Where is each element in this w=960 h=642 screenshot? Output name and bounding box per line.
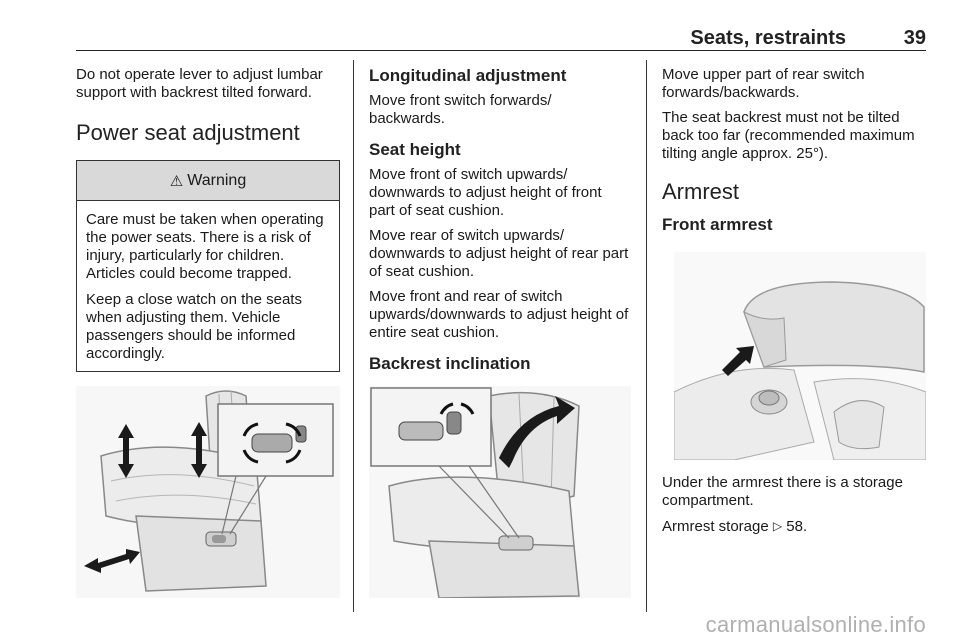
backrest-text-2: The seat backrest must not be tilted back too far (recommended maximum tilting angle approx. 25°). — [662, 109, 915, 162]
column-divider-2 — [646, 60, 647, 612]
page-number: 39 — [903, 27, 926, 49]
power-seat-illustration — [76, 386, 340, 598]
warning-text-2: Keep a close watch on the seats when adjusting them. Vehicle passengers should be informed accordingly. — [86, 291, 302, 362]
reference-page-link[interactable]: 58. — [786, 518, 808, 535]
warning-header — [77, 161, 339, 201]
front-armrest-illustration — [674, 252, 926, 460]
backrest-inclination-illustration — [369, 386, 631, 598]
backrest-heading: Backrest inclination — [369, 354, 531, 373]
page-reference-icon: ▷ — [772, 519, 783, 533]
seat-height-heading: Seat height — [369, 140, 461, 159]
longitudinal-heading: Longitudinal adjustment — [369, 66, 567, 85]
seat-height-text-2: Move rear of switch upwards/ downwards to adjust height of rear part of seat cushion. — [369, 227, 629, 280]
column-3 — [662, 66, 926, 241]
warning-text-1: Care must be taken when operating the power seats. There is a risk of injury, particularly for children. Articles could become trapped. — [86, 211, 324, 282]
page-header — [76, 0, 926, 51]
front-armrest-heading: Front armrest — [662, 215, 773, 234]
power-seat-heading: Power seat adjustment — [76, 120, 300, 145]
column-divider-1 — [353, 60, 354, 612]
warning-triangle-icon: ⚠ — [169, 172, 184, 190]
armrest-heading: Armrest — [662, 179, 739, 204]
section-title: Seats, restraints — [690, 27, 846, 49]
backrest-text-1: Move upper part of rear switch forwards/backwards. — [662, 66, 865, 101]
warning-box — [76, 160, 340, 372]
storage-reference: Armrest storage ▷ 58. — [662, 518, 808, 535]
column-3-lower — [662, 474, 926, 543]
watermark: carmanualsonline.info — [705, 612, 926, 637]
storage-text: Under the armrest there is a storage compartment. — [662, 474, 903, 509]
seat-height-text-1: Move front of switch upwards/ downwards to adjust height of front part of seat cushion. — [369, 166, 602, 219]
warning-body — [77, 201, 339, 371]
column-1 — [76, 66, 340, 372]
lumbar-note: Do not operate lever to adjust lumbar support with backrest tilted forward. — [76, 66, 323, 101]
column-2 — [369, 66, 631, 380]
warning-title: Warning — [187, 171, 247, 189]
seat-height-text-3: Move front and rear of switch upwards/downwards to adjust height of entire seat cushion. — [369, 288, 629, 341]
longitudinal-text: Move front switch forwards/ backwards. — [369, 92, 552, 127]
